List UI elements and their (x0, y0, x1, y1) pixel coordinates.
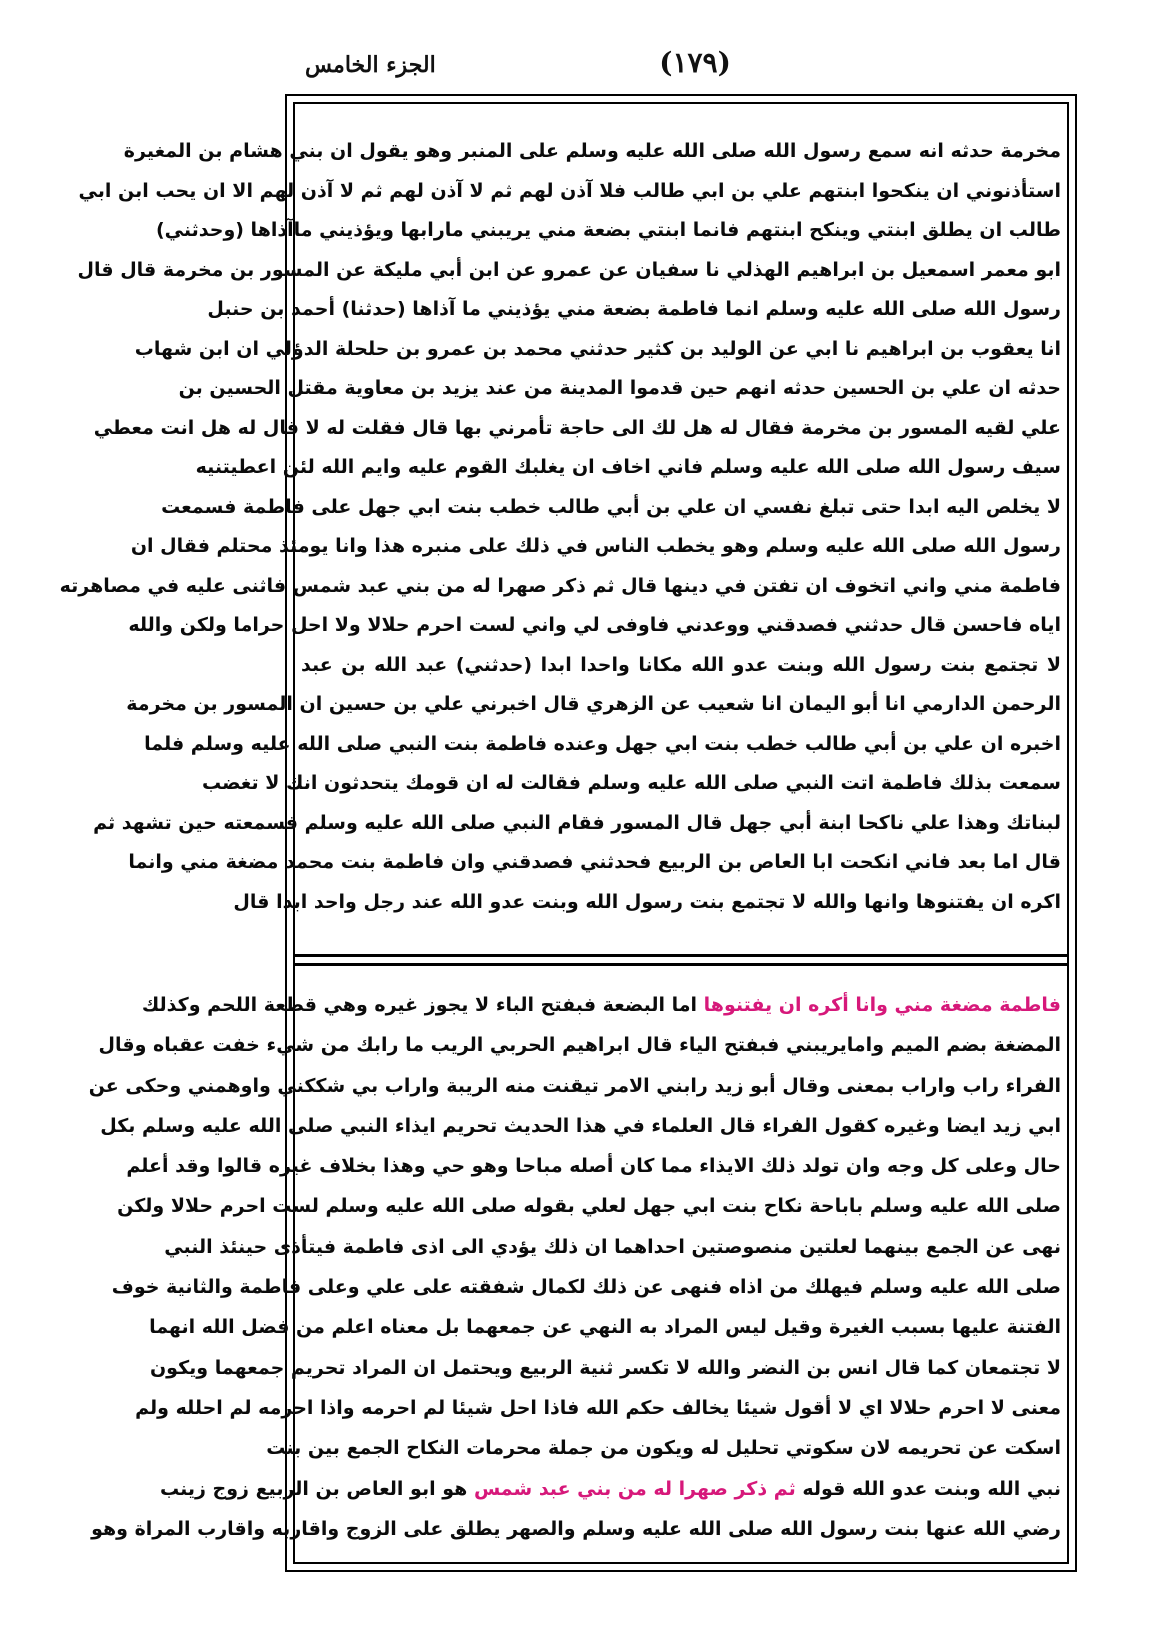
commentary-line: صلى الله عليه وسلم فيهلك من اذاه فنهى عن ذلك لكمال شفقته على علي وعلى فاطمة والثانية خوف (111, 1276, 1061, 1299)
hadith-line: لبناتك وهذا علي ناكحا ابنة أبي جهل قال المسور فقام النبي صلى الله عليه وسلم فسمعته حين تشهد ثم (93, 811, 1061, 834)
commentary-line: لا تجتمعان كما قال انس بن النضر والله لا تكسر ثنية الربيع ويحتمل ان المراد تحريم جمعهما ويكون (149, 1356, 1061, 1379)
hadith-line: فاطمة مني واني اتخوف ان تفتن في دينها قال ثم ذكر صهرا له من بني عبد شمس فاثنى عليه في مصاهرته (59, 574, 1061, 597)
commentary-line: صلى الله عليه وسلم باباحة نكاح بنت ابي جهل لعلي بقوله صلى الله عليه وسلم لست احرم حلالا ولكن (117, 1195, 1061, 1218)
hadith-line: اخبره ان علي بن أبي طالب خطب بنت ابي جهل وعنده فاطمة بنت النبي صلى الله عليه وسلم فلما (144, 732, 1061, 755)
hadith-line: حدثه ان علي بن الحسين حدثه انهم حين قدموا المدينة من عند يزيد بن معاوية مقتل الحسين بن (178, 377, 1061, 399)
commentary-line: المضغة بضم الميم وامايريبني فبفتح الياء قال ابراهيم الحربي الريب ما رابك من شيء خفت عقباه وقال (98, 1034, 1061, 1057)
section-divider (293, 954, 1069, 966)
commentary-text (88, 985, 1061, 1549)
hadith-line: علي لقيه المسور بن مخرمة فقال له هل لك الى حاجة تأمرني بها قال فقلت له لا قال له هل انت معطي (93, 416, 1061, 439)
hadith-line: رسول الله صلى الله عليه وسلم انما فاطمة بضعة مني يؤذيني ما آذاها (حدثنا) أحمد بن حنبل (207, 298, 1061, 320)
hadith-line: مخرمة حدثه انه سمع رسول الله صلى الله عليه وسلم على المنبر وهو يقول ان بني هشام بن المغيرة (123, 140, 1061, 162)
hadith-line: ابو معمر اسمعيل بن ابراهيم الهذلي نا سفيان عن عمرو عن ابن أبي مليكة عن المسور بن مخرمة قال قال (77, 258, 1061, 281)
hadith-line: طالب ان يطلق ابنتي وينكح ابنتهم فانما ابنتي بضعة مني يريبني مارابها ويؤذيني ماآذاها (وحدثني) (155, 219, 1061, 241)
hadith-line: استأذنوني ان ينكحوا ابنتهم علي بن ابي طالب فلا آذن لهم ثم لا آذن لهم ثم لا آذن لهم الا ان يحب ابن ابي (78, 179, 1061, 202)
commentary-line: الفراء راب واراب بمعنى وقال أبو زيد رابني الامر تيقنت منه الريبة واراب بي شككني واوهمني وحكى عن (88, 1074, 1061, 1097)
commentary-line: نبي الله وبنت عدو الله قوله ثم ذكر صهرا له من بني عبد شمس هو ابو العاص بن الربيع زوج زينب (159, 1477, 1061, 1500)
commentary-line: نهى عن الجمع بينهما لعلتين منصوصتين احداهما ان ذلك يؤدي الى اذى فاطمة فيتأذى حينئذ النبي (164, 1235, 1061, 1258)
hadith-line: سمعت بذلك فاطمة اتت النبي صلى الله عليه وسلم فقالت له ان قومك يتحدثون انك لا تغضب (201, 772, 1061, 794)
lemma-highlight: فاطمة مضغة مني وانا أكره ان يفتنوها (703, 994, 1061, 1016)
hadith-line: لا تجتمع بنت رسول الله وبنت عدو الله مكانا واحدا ابدا (حدثني) عبد الله بن عبد (301, 653, 1061, 676)
hadith-line: اكره ان يفتنوها وانها والله لا تجتمع بنت رسول الله وبنت عدو الله عند رجل واحد ابدا قال (233, 890, 1061, 913)
hadith-line: لا يخلص اليه ابدا حتى تبلغ نفسي ان علي بن أبي طالب خطب بنت ابي جهل على فاطمة فسمعت (161, 495, 1061, 518)
hadith-line: سيف رسول الله صلى الله عليه وسلم فاني اخاف ان يغلبك القوم عليه وايم الله لئن اعطيتنيه (195, 456, 1061, 478)
commentary-line: رضي الله عنها بنت رسول الله صلى الله عليه وسلم والصهر يطلق على الزوج واقاربه واقارب المراة وهو (91, 1517, 1061, 1540)
commentary-line: ابي زيد ايضا وغيره كقول الفراء قال العلماء في هذا الحديث تحريم ايذاء النبي صلى الله عليه وسلم بكل (100, 1114, 1061, 1137)
hadith-line: اياه فاحسن قال حدثني فصدقني ووعدني فاوفى لي واني لست احرم حلالا ولا احل حراما ولكن والله (128, 614, 1061, 636)
page-header (285, 40, 1085, 100)
lemma-highlight: ثم ذكر صهرا له من بني عبد شمس (473, 1477, 796, 1500)
page-frame (59, 94, 1077, 1572)
commentary-line: فاطمة مضغة مني وانا أكره ان يفتنوها اما البضعة فبفتح الباء لا يجوز غيره وهي قطعة اللحم وكذلك (141, 994, 1061, 1016)
hadith-line: رسول الله صلى الله عليه وسلم وهو يخطب الناس في ذلك على منبره هذا وانا يومئذ محتلم فقال ان (130, 535, 1061, 557)
commentary-line: معنى لا احرم حلالا اي لا أقول شيئا يخالف حكم الله فاذا احل شيئا لم احرمه واذا احرمه لم احلله ولم (135, 1396, 1061, 1419)
hadith-line: قال اما بعد فاني انكحت ابا العاص بن الربيع فحدثني فصدقني وان فاطمة بنت محمد مضغة مني وانما (128, 851, 1061, 873)
hadith-text (59, 132, 1061, 922)
commentary-line: الفتنة عليها بسبب الغيرة وقيل ليس المراد به النهي عن جمعهما بل معناه اعلم من فضل الله انهما (149, 1316, 1061, 1339)
commentary-line: اسكت عن تحريمه لان سكوتي تحليل له ويكون من جملة محرمات النكاح الجمع بين بنت (266, 1437, 1061, 1460)
hadith-line: الرحمن الدارمي انا أبو اليمان انا شعيب عن الزهري قال اخبرني علي بن حسين ان المسور بن مخرمة (126, 693, 1061, 715)
page-number: (١٧٩) (659, 46, 731, 79)
hadith-line: انا يعقوب بن ابراهيم نا ابي عن الوليد بن كثير حدثني محمد بن عمرو بن حلحلة الدؤلي ان ابن شهاب (134, 337, 1061, 360)
part-title: الجزء الخامس (305, 52, 436, 78)
commentary-line: حال وعلى كل وجه وان تولد ذلك الايذاء مما كان أصله مباحا وهو حي وهذا بخلاف غيره قالوا وقد أعلم (126, 1155, 1061, 1178)
